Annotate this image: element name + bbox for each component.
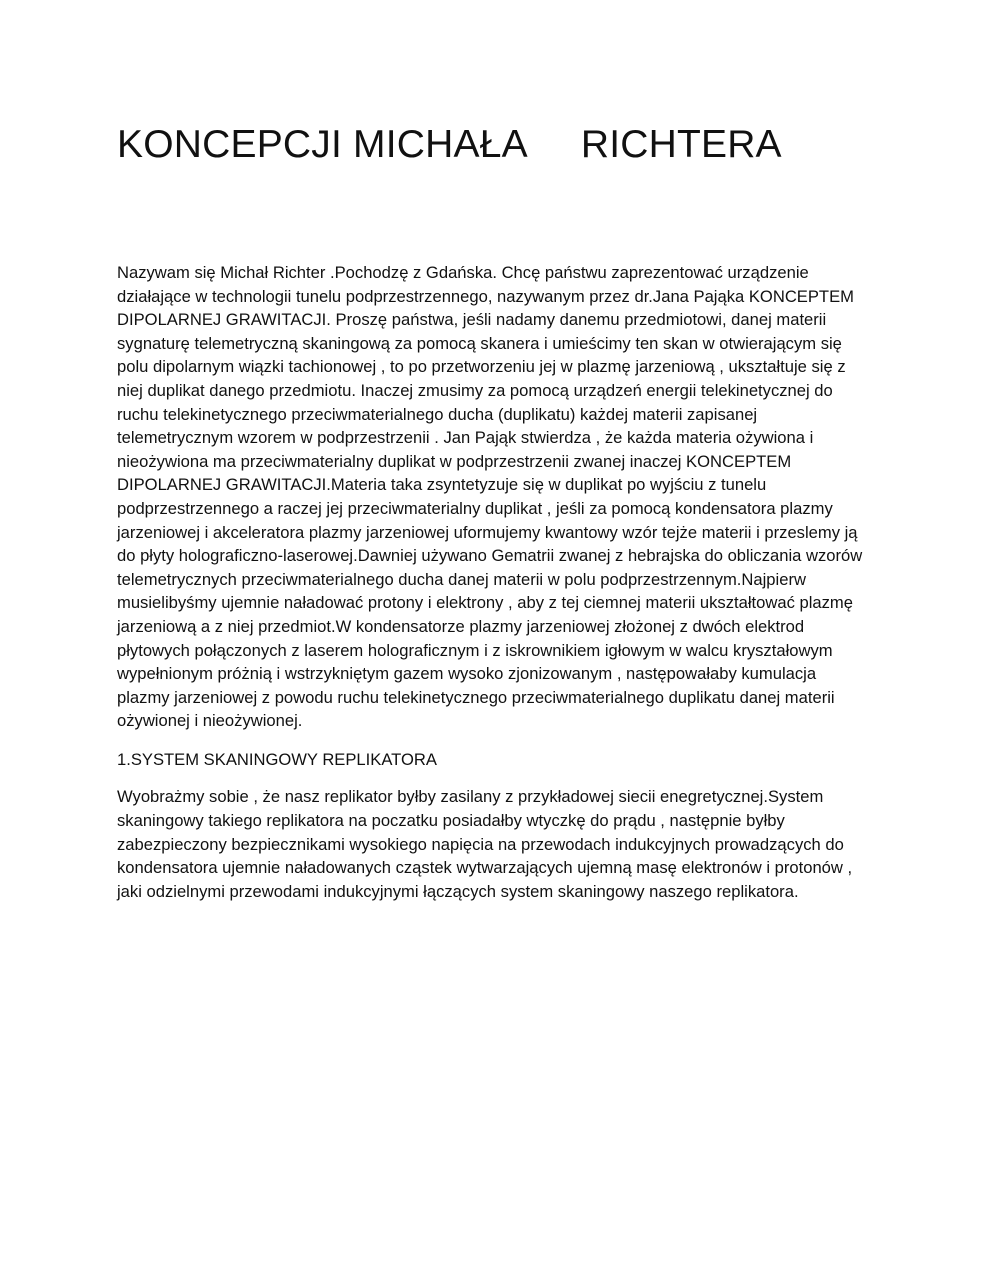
intro-paragraph: Nazywam się Michał Richter .Pochodzę z Gdańska. Chcę państwu zaprezentować urządzenie działające w technologii tunelu podprzestrzennego, nazywanym przez dr.Jana Pająka KONCEPTEM DIPOLARNEJ GRAWITACJI. Proszę państwa, jeśli nadamy danemu przedmiotowi, danej materii sygnaturę telemetryczną skaningową za pomocą skanera i umieścimy ten skan w otwierającym się polu dipolarnym wiązki tachionowej , to po przetworzeniu jej w plazmę jarzeniową , ukształtuje się z niej duplikat danego przedmiotu. Inaczej zmusimy za pomocą urządzeń energii telekinetycznej do ruchu telekinetycznego przeciwmaterialnego ducha (duplikatu) każdej materii zapisanej telemetrycznym wzorem w podprzestrzenii . Jan Pająk stwierdza , że każda materia ożywiona i nieożywiona ma przeciwmaterialny duplikat w podprzestrzenii zwanej inaczej KONCEPTEM DIPOLARNEJ GRAWITACJI.Materia taka zsyntetyzuje się w duplikat po wyjściu z tunelu podprzestrzennego a raczej jej przeciwmaterialny duplikat , jeśli za pomocą kondensatora plazmy jarzeniowej i akceleratora plazmy jarzeniowej uformujemy kwantowy wzór tejże materii i przeslemy ją do płyty holograficzno-laserowej.Dawniej używano Gematrii zwanej z hebrajska do obliczania wzorów telemetrycznych przeciwmaterialnego ducha danej materii w polu podprzestrzennym.Najpierw musielibyśmy ujemnie naładować protony i elektrony , aby z tej ciemnej materii ukształtować plazmę jarzeniową a z niej przedmiot.W kondensatorze plazmy jarzeniowej złożonej z dwóch elektrod płytowych połączonych z laserem holograficznym i z iskrownikiem igłowym w walcu kryształowym wypełnionym próżnią i wstrzykniętym gazem wysoko zjonizowanym , następowałaby kumulacja plazmy jarzeniowej z powodu ruchu telekinetycznego przeciwmaterialnego duplikatu danej materii ożywionej i nieożywionej. [117, 263, 863, 731]
section-paragraph: Wyobrażmy sobie , że nasz replikator byłby zasilany z przykładowej siecii enegretycznej.System skaningowy takiego replikatora na poczatku posiadałby wtyczkę do prądu , następnie byłby zabezpieczony bezpiecznikami wysokiego napięcia na przewodach indukcyjnych prowadzących do kondensatora ujemnie naładowanych cząstek wytwarzających ujemną masę elektronów i protonów , jaki odzielnymi przewodami indukcyjnymi łączących system skaningowy naszego replikatora. [117, 787, 853, 901]
document-body [117, 261, 869, 903]
section-heading: 1.SYSTEM SKANINGOWY REPLIKATORA [117, 749, 437, 769]
document-title: KONCEPCJI MICHAŁA RICHTERA [117, 123, 782, 166]
